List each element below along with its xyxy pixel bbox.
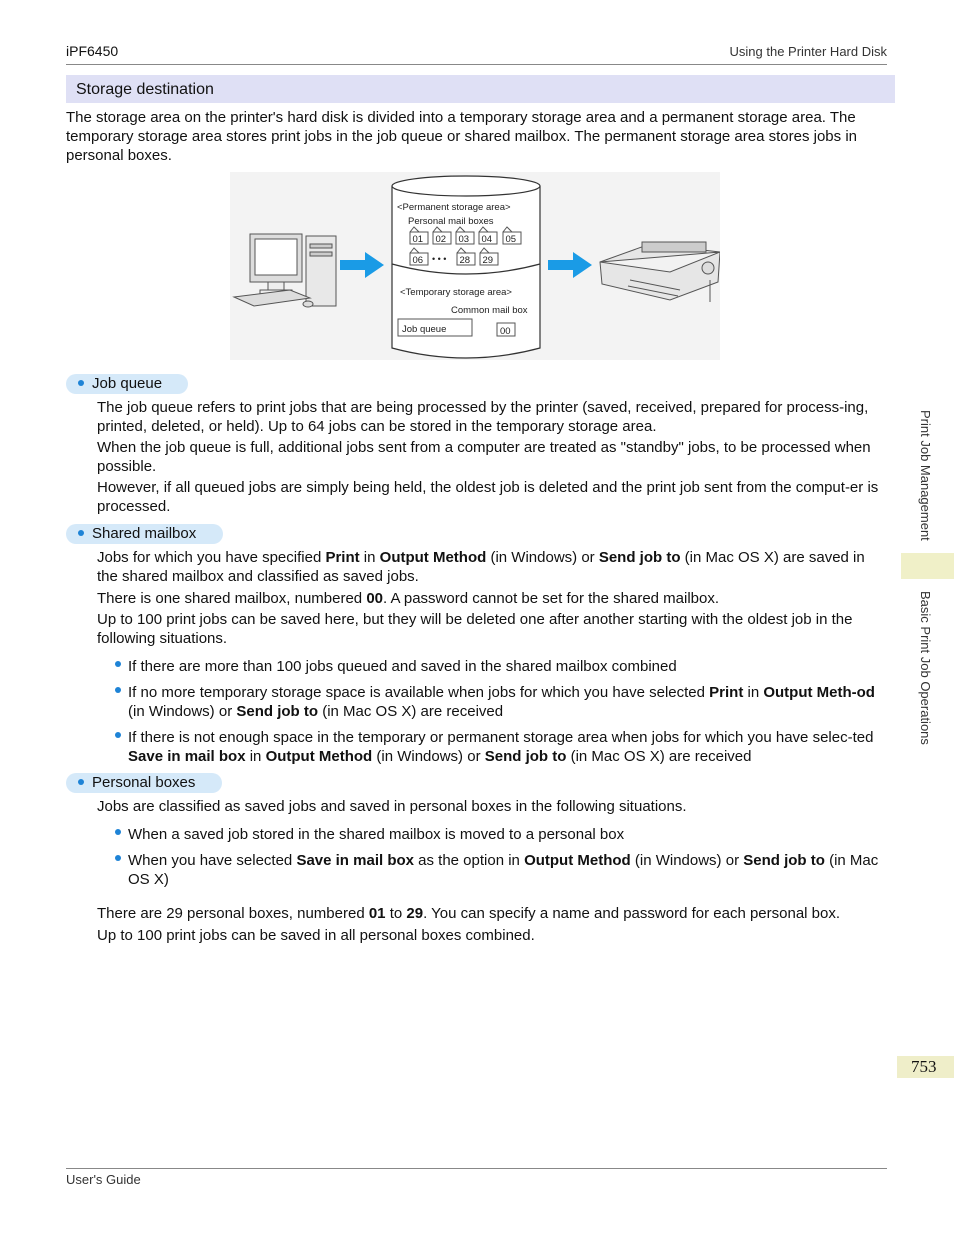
diagram-temporary-label: <Temporary storage area> — [400, 287, 512, 298]
shared-mailbox-title: Shared mailbox — [92, 525, 197, 542]
personal-boxes-p1: Jobs are classified as saved jobs and saved in personal boxes in the following situations. — [97, 798, 687, 815]
footer-guide-name: User's Guide — [66, 1172, 141, 1187]
bullet-dot-icon — [78, 779, 84, 785]
job-queue-p3: However, if all queued jobs are simply being held, the oldest job is deleted and the print job sent from the comput-er is processed. — [97, 479, 879, 515]
header-chapter: Using the Printer Hard Disk — [729, 44, 887, 59]
footer-divider — [66, 1168, 887, 1169]
job-queue-title: Job queue — [92, 375, 163, 392]
list-bullet-icon — [115, 855, 121, 861]
diagram-personal-label: Personal mail boxes — [408, 216, 494, 227]
side-tab-print-job-management[interactable]: Print Job Management — [918, 410, 933, 541]
diagram-ellipsis: • • • — [432, 254, 447, 264]
shared-mailbox-bullet-2: If no more temporary storage space is available when jobs for which you have selected Print in Output Meth-od (in Windows) or Send job to (in Mac OS X) are received — [128, 684, 875, 720]
mailbox-number: 02 — [435, 234, 447, 245]
mailbox-number: 06 — [412, 255, 424, 266]
shared-mailbox-bullet-3: If there is not enough space in the temporary or permanent storage area when jobs for which you have selec-ted Save in mail box in Output Method (in Windows) or Send job to (in Mac OS X) are received — [128, 729, 874, 765]
intro-paragraph: The storage area on the printer's hard disk is divided into a temporary storage area and a permanent storage area. The temporary storage area stores print jobs in the job queue or shared mailbox. The permanent storage area stores jobs in personal boxes. — [66, 109, 857, 164]
diagram-common-label: Common mail box — [451, 305, 528, 316]
personal-boxes-heading — [66, 773, 222, 793]
mailbox-number: 04 — [481, 234, 493, 245]
job-queue-p1: The job queue refers to print jobs that are being processed by the printer (saved, received, prepared for process-ing, printed, deleted, or held). Up to 64 jobs can be stored in the temporary storage area. — [97, 399, 869, 435]
job-queue-box-label: Job queue — [402, 324, 447, 335]
header-product: iPF6450 — [66, 43, 119, 59]
shared-mailbox-heading — [66, 524, 223, 544]
bullet-dot-icon — [78, 530, 84, 536]
diagram-permanent-label: <Permanent storage area> — [397, 202, 511, 213]
job-queue-heading — [66, 374, 188, 394]
shared-mailbox-bullet-1: If there are more than 100 jobs queued and saved in the shared mailbox combined — [128, 658, 677, 675]
mailbox-number: 03 — [458, 234, 470, 245]
storage-diagram — [230, 172, 720, 360]
mailbox-number: 28 — [459, 255, 471, 266]
mailbox-number: 29 — [482, 255, 494, 266]
common-box-number: 00 — [500, 326, 511, 337]
list-bullet-icon — [115, 829, 121, 835]
section-title: Storage destination — [76, 81, 214, 98]
personal-boxes-p3: Up to 100 print jobs can be saved in all personal boxes combined. — [97, 927, 535, 944]
side-tab-basic-print-job-operations[interactable]: Basic Print Job Operations — [918, 591, 933, 745]
personal-boxes-title: Personal boxes — [92, 774, 196, 791]
mailbox-number: 01 — [412, 234, 424, 245]
shared-mailbox-p3: Up to 100 print jobs can be saved here, but they will be deleted one after another starting with the oldest job in the following situations. — [97, 611, 853, 647]
list-bullet-icon — [115, 687, 121, 693]
shared-mailbox-p2: There is one shared mailbox, numbered 00. A password cannot be set for the shared mailbox. — [97, 590, 720, 607]
personal-boxes-bullet-1: When a saved job stored in the shared mailbox is moved to a personal box — [128, 826, 625, 843]
side-tab-highlight — [901, 553, 954, 579]
list-bullet-icon — [115, 661, 121, 667]
bullet-dot-icon — [78, 380, 84, 386]
page-number: 753 — [911, 1057, 937, 1076]
personal-boxes-bullet-2: When you have selected Save in mail box as the option in Output Method (in Windows) or Send job to (in Mac OS X) — [128, 852, 879, 888]
shared-mailbox-p1: Jobs for which you have specified Print in Output Method (in Windows) or Send job to (in Mac OS X) are saved in the shared mailbox and classified as saved jobs. — [97, 549, 865, 585]
header-divider — [66, 64, 887, 65]
list-bullet-icon — [115, 732, 121, 738]
mailbox-number: 05 — [505, 234, 517, 245]
personal-boxes-p2: There are 29 personal boxes, numbered 01 to 29. You can specify a name and password for each personal box. — [97, 905, 841, 922]
job-queue-p2: When the job queue is full, additional jobs sent from a computer are treated as "standby" jobs, to be processed when possible. — [97, 439, 871, 475]
